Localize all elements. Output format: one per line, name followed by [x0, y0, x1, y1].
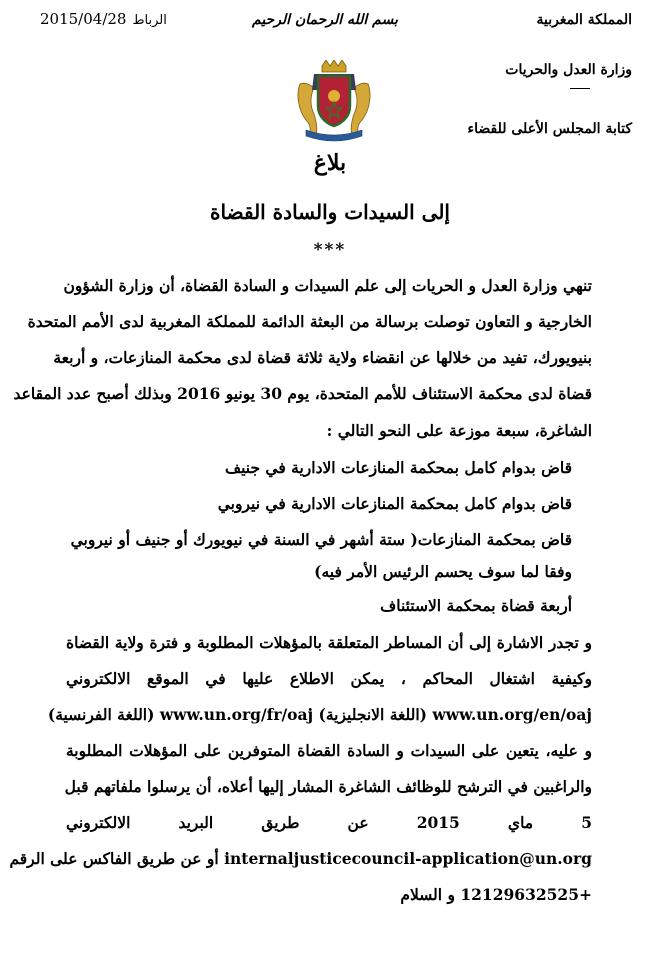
body-line-16: 5 ماي 2015 عن طريق البريد الالكتروني	[66, 813, 592, 832]
vacancy-item-halftime-cont: وفقا لما سوف يحسم الرئيس الأمر فيه)	[314, 562, 572, 581]
ministry-underline	[570, 88, 590, 89]
basmala: بسم الله الرحمان الرحيم	[252, 12, 398, 28]
body-line-11: و تجدر الاشارة إلى أن المساطر المتعلقة بالمؤهلات المطلوبة و فترة ولاية القضاة	[66, 633, 592, 652]
vacancy-item-halftime: قاض بمحكمة المنازعات( ستة أشهر في السنة في نيويورك أو جنيف أو نيروبي	[70, 530, 572, 549]
vacancy-item-nairobi: قاض بدوام كامل بمحكمة المنازعات الادارية في نيروبي	[217, 494, 572, 513]
secretariat-name: كتابة المجلس الأعلى للقضاء	[467, 121, 632, 137]
title-separator: ***	[313, 240, 347, 260]
body-line-5: الشاغرة، سبعة موزعة على النحو التالي :	[326, 421, 592, 440]
email-and-fax-line[interactable]: internaljusticecouncil-application@un.org أو عن طريق الفاكس على الرقم	[9, 849, 592, 868]
website-links[interactable]: www.un.org/en/oaj (اللغة الانجليزية) www.un.org/fr/oaj (اللغة الفرنسية)	[47, 705, 592, 724]
kingdom-name: المملكة المغربية	[536, 12, 632, 28]
fax-number-closing: +12129632525 و السلام	[400, 885, 592, 904]
royal-emblem-icon	[296, 60, 372, 144]
body-line-12: وكيفية اشتغال المحاكم ، يمكن الاطلاع عليها في الموقع الالكتروني	[66, 669, 592, 688]
body-line-2: الخارجية و التعاون توصلت برسالة من البعثة الدائمة للمملكة المغربية لدى الأمم المتحدة	[27, 312, 592, 331]
document-date	[40, 10, 167, 28]
body-line-4: قضاة لدى محكمة الاستئناف للأمم المتحدة، يوم 30 يونيو 2016 وبذلك أصبح عدد المقاعد	[13, 384, 592, 403]
vacancy-item-appeals: أربعة قضاة بمحكمة الاستئناف	[380, 596, 572, 615]
body-line-15: والراغبين في الترشح للوظائف الشاغرة المشار إليها أعلاه، أن يرسلوا ملفاتهم قبل	[64, 777, 592, 796]
body-line-3: بنيويورك، تفيد من خلالها عن انقضاء ولاية ثلاثة قضاة لدى محكمة المنازعات، و أربعة	[53, 348, 592, 367]
announcement-recipients: إلى السيدات والسادة القضاة	[210, 200, 450, 224]
body-line-14: و عليه، يتعين على السيدات و السادة القضاة المتوفرين على المؤهلات المطلوبة	[66, 741, 592, 760]
vacancy-item-geneva: قاض بدوام كامل بمحكمة المنازعات الادارية في جنيف	[225, 458, 572, 477]
announcement-title: بلاغ	[313, 150, 347, 176]
ministry-name: وزارة العدل والحريات	[505, 62, 632, 78]
city-name: الرباط	[132, 13, 167, 28]
body-line-1: تنهي وزارة العدل و الحريات إلى علم السيدات و السادة القضاة، أن وزارة الشؤون	[63, 276, 592, 295]
date-value: 2015/04/28	[40, 10, 127, 28]
